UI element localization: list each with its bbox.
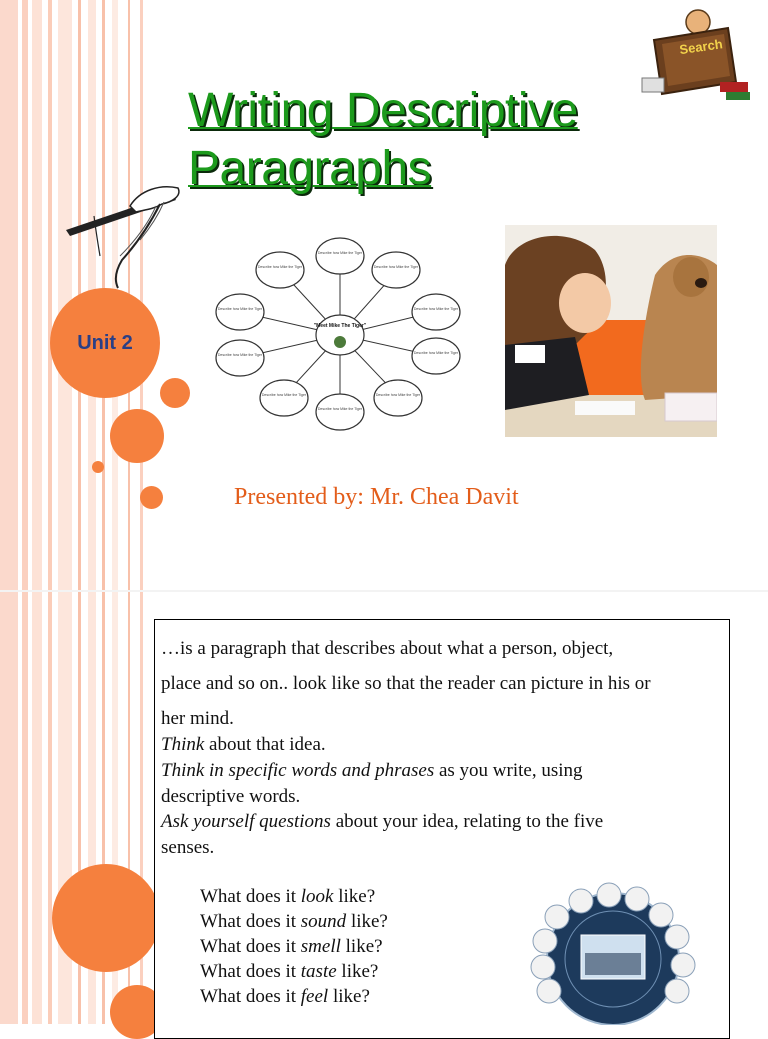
- sense-question: [200, 884, 375, 909]
- ask-emphasis: Ask yourself questions: [161, 811, 331, 832]
- unit-label: Unit 2: [77, 331, 133, 354]
- web-center-label: "Meet Mike The Tiger": [313, 323, 367, 329]
- think-text: about that idea.: [204, 734, 326, 755]
- question-suffix: like?: [346, 911, 388, 932]
- web-bubble-text: Describe how Mike the Tiger: [317, 407, 363, 411]
- decor-circle: [160, 378, 190, 408]
- title-line-2: Paragraphs: [188, 142, 432, 195]
- question-sense: smell: [300, 936, 341, 957]
- specific-text: as you write, using: [434, 760, 583, 781]
- web-bubble-text: Describe how Mike the Tiger: [217, 307, 263, 311]
- web-bubble-text: Describe how Mike the Tiger: [257, 265, 303, 269]
- question-prefix: What does it: [200, 936, 301, 957]
- page-title: [188, 82, 648, 198]
- girl-and-dog-photo: [505, 225, 717, 437]
- sense-question: [200, 984, 370, 1009]
- sense-question: [200, 909, 388, 934]
- question-prefix: What does it: [200, 961, 301, 982]
- question-sense: feel: [300, 986, 329, 1007]
- specific-line: [161, 758, 583, 784]
- definition-line-1: …is a paragraph that describes about what a person, object,: [161, 638, 614, 659]
- slide-divider: [0, 590, 768, 592]
- question-prefix: What does it: [200, 986, 301, 1007]
- think-emphasis: Think: [161, 734, 205, 755]
- search-clipart-label: Search: [678, 36, 724, 58]
- question-sense: sound: [300, 911, 347, 932]
- ask-line-cont: senses.: [161, 837, 215, 858]
- search-book-clipart-icon: [636, 4, 754, 104]
- specific-emphasis: Think in specific words and phrases: [161, 760, 435, 781]
- think-line: [161, 732, 326, 758]
- decor-circle: [140, 486, 163, 509]
- web-bubble-text: Describe how Mike the Tiger: [375, 393, 421, 397]
- decor-circle: [110, 409, 164, 463]
- sense-question: [200, 959, 378, 984]
- web-bubble-text: Describe how Mike the Tiger: [413, 351, 459, 355]
- question-prefix: What does it: [200, 911, 301, 932]
- title-line-1: Writing Descriptive: [188, 84, 578, 137]
- question-suffix: like?: [336, 961, 379, 982]
- decor-circle: [92, 461, 104, 473]
- decor-circle: [52, 864, 160, 972]
- hand-writing-pen-icon: [60, 180, 185, 290]
- question-prefix: What does it: [200, 886, 301, 907]
- web-bubble-text: Describe how Mike the Tiger: [413, 307, 459, 311]
- question-sense: look: [300, 886, 334, 907]
- web-bubble-text: Describe how Mike the Tiger: [317, 251, 363, 255]
- ask-line: [161, 809, 603, 835]
- question-suffix: like?: [333, 886, 376, 907]
- question-suffix: like?: [340, 936, 383, 957]
- definition-text-box: [154, 619, 730, 1039]
- descriptive-web-diagram: [210, 230, 470, 440]
- web-bubble-text: Describe how Mike the Tiger: [217, 353, 263, 357]
- specific-line-cont: descriptive words.: [161, 786, 301, 807]
- ask-text: about your idea, relating to the five: [330, 811, 604, 832]
- question-suffix: like?: [328, 986, 370, 1007]
- sense-question: [200, 934, 383, 959]
- websites-circle-graphic: [523, 875, 703, 1025]
- web-bubble-text: Describe how Mike the Tiger: [373, 265, 419, 269]
- definition-line-3: her mind.: [161, 708, 234, 729]
- question-sense: taste: [300, 961, 337, 982]
- presenter-name: Presented by: Mr. Chea Davit: [234, 484, 519, 510]
- web-bubble-text: Describe how Mike the Tiger: [261, 393, 307, 397]
- definition-line-2: place and so on.. look like so that the reader can picture in his or: [161, 673, 651, 694]
